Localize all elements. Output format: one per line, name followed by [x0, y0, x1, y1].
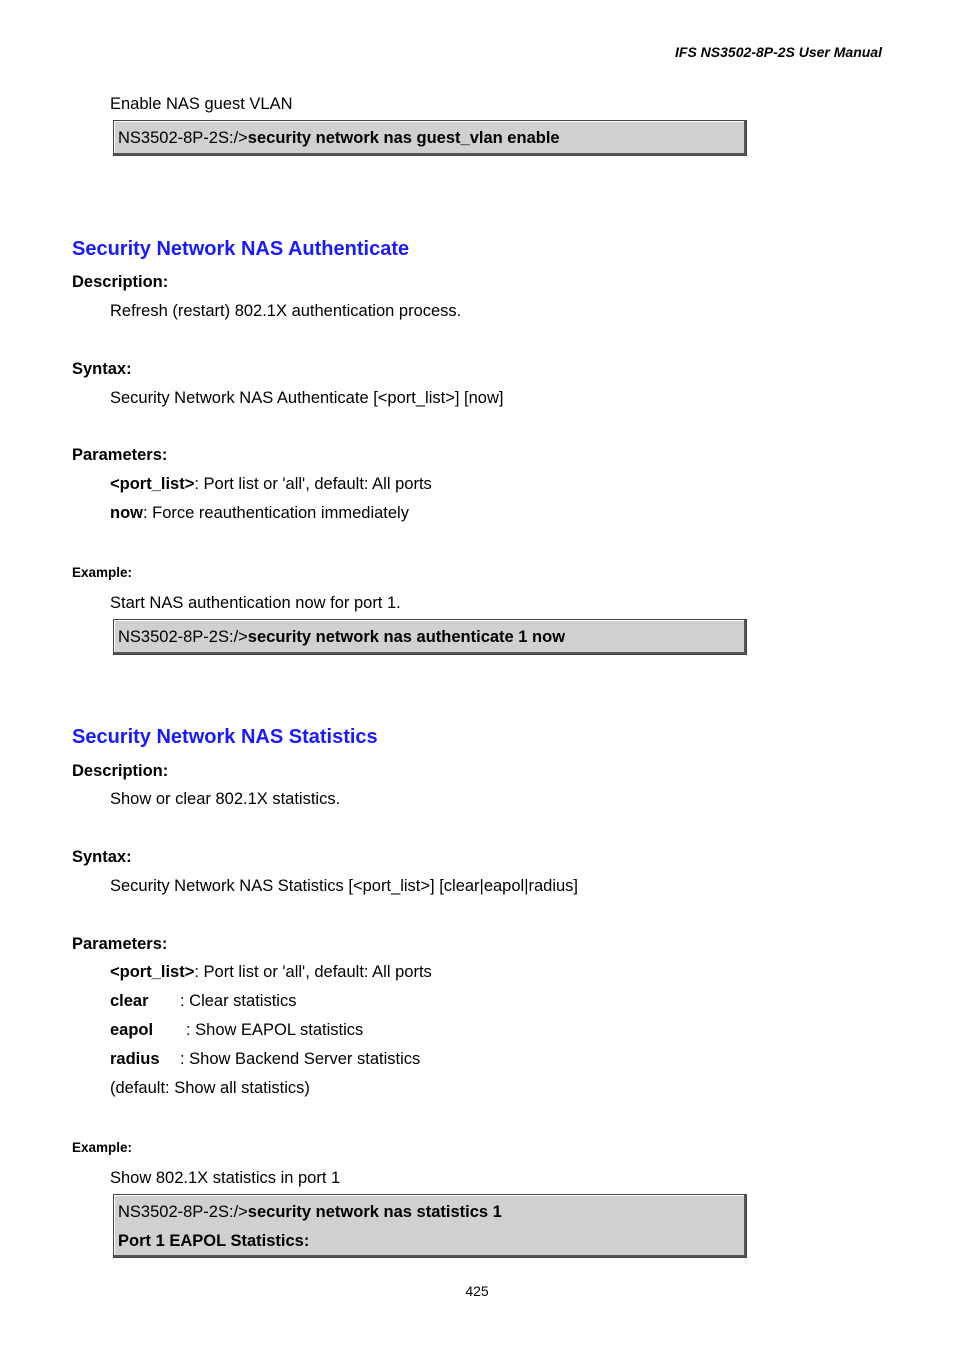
parameter-item: [110, 1020, 363, 1040]
command-prompt: NS3502-8P-2S:/>: [118, 628, 248, 646]
parameter-desc: : Show EAPOL statistics: [186, 1021, 364, 1039]
command-output-line: Port 1 EAPOL Statistics:: [118, 1232, 310, 1250]
section-heading-statistics: Security Network NAS Statistics: [72, 726, 378, 748]
parameters-label: Parameters:: [72, 935, 168, 953]
example-label: Example:: [72, 565, 133, 580]
running-header: IFS NS3502-8P-2S User Manual: [675, 44, 882, 60]
command-line: [118, 126, 746, 150]
syntax-text: Security Network NAS Statistics [<port_list>] [clear|eapol|radius]: [110, 877, 579, 895]
example-text: Show 802.1X statistics in port 1: [110, 1169, 341, 1187]
syntax-text: Security Network NAS Authenticate [<port_list>] [now]: [110, 389, 504, 407]
parameter-item: [110, 991, 296, 1011]
syntax-label: Syntax:: [72, 360, 132, 378]
description-text: Show or clear 802.1X statistics.: [110, 790, 341, 808]
section-heading-authenticate: Security Network NAS Authenticate: [72, 238, 410, 260]
example-label: Example:: [72, 1140, 133, 1155]
description-label: Description:: [72, 762, 169, 780]
page-number: 425: [465, 1283, 489, 1299]
parameter-desc: : Port list or 'all', default: All ports: [194, 963, 432, 981]
parameter-item: [110, 503, 409, 523]
description-label: Description:: [72, 273, 169, 291]
parameter-name: <port_list>: [110, 475, 195, 493]
parameter-desc: : Clear statistics: [180, 992, 297, 1010]
example-text: Start NAS authentication now for port 1.: [110, 594, 401, 612]
parameter-name: eapol: [110, 1021, 154, 1039]
parameter-desc: : Force reauthentication immediately: [143, 504, 409, 522]
parameter-name: now: [110, 504, 143, 522]
parameter-name: clear: [110, 992, 149, 1010]
parameter-desc: : Port list or 'all', default: All ports: [194, 475, 432, 493]
parameters-label: Parameters:: [72, 446, 168, 464]
command-text: security network nas authenticate 1 now: [247, 628, 566, 646]
intro-command-box: [113, 120, 747, 156]
command-line: [118, 625, 746, 649]
example-command-box: [113, 1194, 747, 1258]
parameter-item: [110, 474, 432, 494]
intro-text: Enable NAS guest VLAN: [110, 95, 293, 113]
description-text: Refresh (restart) 802.1X authentication process.: [110, 302, 462, 320]
parameter-item: [110, 962, 432, 982]
example-command-box: [113, 619, 747, 655]
parameter-name: <port_list>: [110, 963, 195, 981]
parameter-desc: : Show Backend Server statistics: [180, 1050, 421, 1068]
command-text: security network nas statistics 1: [247, 1203, 502, 1221]
command-prompt: NS3502-8P-2S:/>: [118, 129, 248, 147]
syntax-label: Syntax:: [72, 848, 132, 866]
command-line: [118, 1200, 746, 1224]
parameter-default-note: (default: Show all statistics): [110, 1079, 310, 1097]
command-prompt: NS3502-8P-2S:/>: [118, 1203, 248, 1221]
parameter-item: [110, 1049, 420, 1069]
parameter-name: radius: [110, 1050, 160, 1068]
command-text: security network nas guest_vlan enable: [247, 129, 560, 147]
